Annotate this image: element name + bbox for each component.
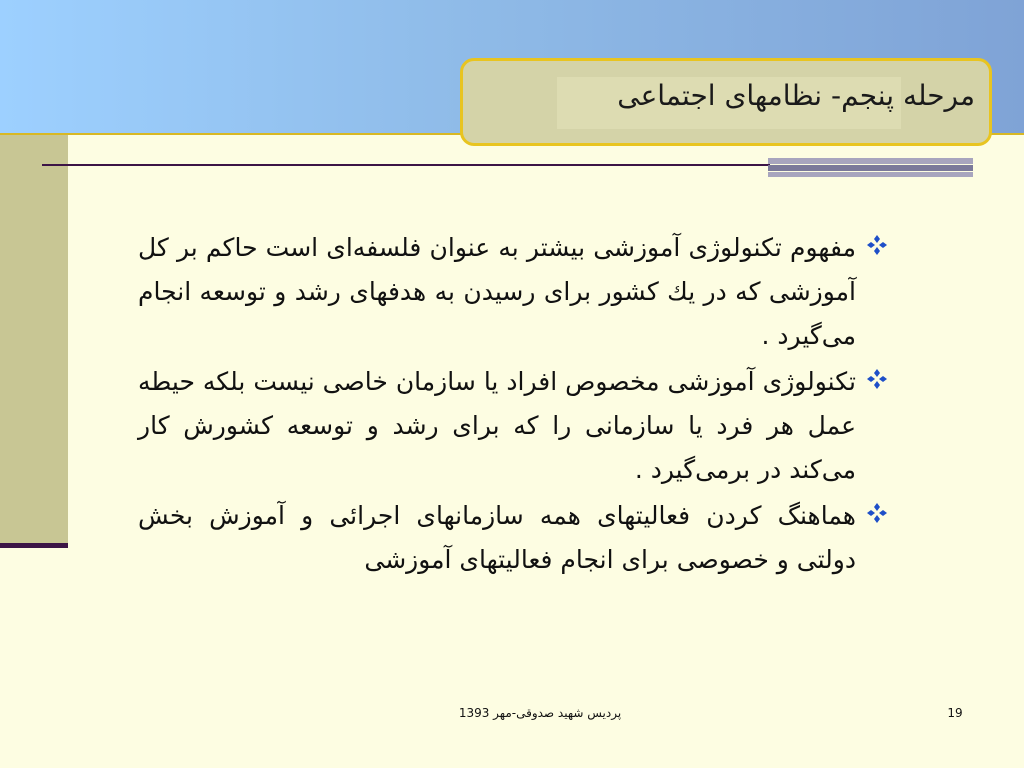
diamond-bullet-icon bbox=[864, 232, 890, 258]
slide-title: مرحله پنجم- نظامهای اجتماعی bbox=[617, 79, 975, 112]
divider-bar bbox=[768, 165, 973, 171]
bullet-text: هماهنگ كردن فعاليتهای همه سازمانهای اجرائی و آموزش بخش دولتی و خصوصی برای انجام فعاليتهای آموزشی bbox=[138, 501, 856, 574]
divider-line bbox=[42, 164, 770, 166]
bullet-item bbox=[130, 226, 900, 358]
bullet-item bbox=[130, 494, 900, 582]
left-decorative-band bbox=[0, 135, 68, 545]
page-number: 19 bbox=[947, 706, 963, 720]
left-band-underline bbox=[0, 543, 68, 548]
title-box bbox=[460, 58, 992, 146]
bullet-item bbox=[130, 360, 900, 492]
bullet-text: تكنولوژی آموزشی مخصوص افراد يا سازمان خاصی نيست بلكه حيطه عمل هر فرد يا سازمانی را كه برای رشد و توسعه كشورش كار می‌كند در برمی‌گيرد . bbox=[138, 367, 856, 484]
slide-content bbox=[130, 226, 900, 584]
divider-bar bbox=[768, 158, 973, 164]
diamond-bullet-icon bbox=[864, 500, 890, 526]
divider-bar bbox=[768, 172, 973, 177]
footer-text: پردیس شهید صدوقی-مهر 1393 bbox=[458, 706, 622, 720]
divider-bars bbox=[768, 158, 973, 178]
bullet-text: مفهوم تكنولوژی آموزشی بیشتر به عنوان فلسفه‌ای است حاكم بر كل آموزشی كه در يك كشور برای رسيدن به هدفهای رشد و توسعه انجام می‌گيرد . bbox=[138, 233, 856, 350]
diamond-bullet-icon bbox=[864, 366, 890, 392]
